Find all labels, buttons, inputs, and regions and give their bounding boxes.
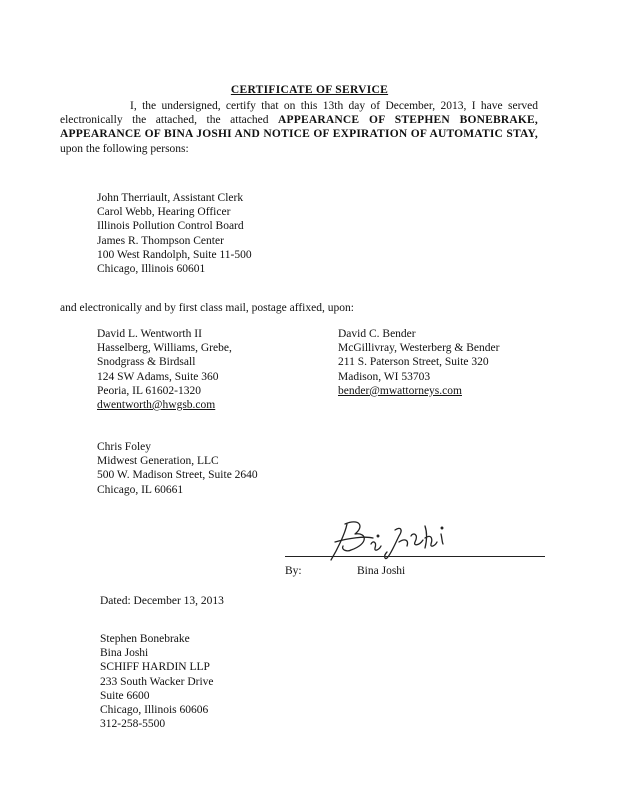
third-recipient-address [97, 440, 258, 497]
firm-signature-block [100, 632, 214, 731]
intro-text-before: I, the undersigned, certify that on this 13th day of December, 2013, I have served electronically the attached, the attached [60, 100, 538, 127]
address-line: Chicago, IL 60661 [97, 483, 184, 496]
signature-by-label: By: [285, 565, 302, 577]
firm-line: 233 South Wacker Drive [100, 675, 214, 688]
address-line: 100 West Randolph, Suite 11-500 [97, 248, 252, 261]
address-line: Midwest Generation, LLC [97, 455, 219, 468]
email-link: bender@mwattorneys.com [338, 384, 462, 397]
document-title: CERTIFICATE OF SERVICE [230, 84, 389, 96]
address-line: Hasselberg, Williams, Grebe, [97, 342, 232, 355]
address-line: McGillivray, Westerberg & Bender [338, 342, 500, 355]
address-line: 211 S. Paterson Street, Suite 320 [338, 356, 489, 369]
firm-line: Bina Joshi [100, 647, 149, 660]
right-recipient-address [338, 327, 499, 398]
signature-line [285, 556, 545, 557]
address-line: Chicago, Illinois 60601 [97, 263, 206, 276]
address-line: James R. Thompson Center [97, 234, 224, 247]
firm-line: 312-258-5500 [100, 718, 166, 731]
firm-line: SCHIFF HARDIN LLP [100, 661, 210, 674]
email-link: dwentworth@hwgsb.com [97, 399, 216, 412]
address-line: John Therriault, Assistant Clerk [97, 192, 244, 204]
signatory-name: Bina Joshi [357, 565, 406, 577]
mail-intro: and electronically and by first class mail, postage affixed, upon: [60, 302, 354, 314]
address-line: David C. Bender [338, 328, 416, 340]
primary-recipient-address [97, 191, 252, 276]
date-line: Dated: December 13, 2013 [100, 595, 224, 607]
handwritten-signature [325, 516, 470, 568]
address-line: Snodgrass & Birdsall [97, 356, 196, 369]
intro-text-after: upon the following persons: [60, 142, 189, 155]
firm-line: Chicago, Illinois 60606 [100, 704, 209, 717]
firm-line: Suite 6600 [100, 689, 150, 702]
address-line: Chris Foley [97, 441, 151, 453]
intro-paragraph [60, 99, 538, 156]
left-recipient-address [97, 327, 232, 412]
address-line: Peoria, IL 61602-1320 [97, 384, 202, 397]
address-line: Carol Webb, Hearing Officer [97, 206, 231, 219]
firm-line: Stephen Bonebrake [100, 633, 190, 645]
served-documents: APPEARANCE OF STEPHEN BONEBRAKE, APPEARANCE OF BINA JOSHI AND NOTICE OF EXPIRATION OF AUTOMATIC STAY, [60, 114, 538, 141]
address-line: Madison, WI 53703 [338, 370, 431, 383]
address-line: David L. Wentworth II [97, 328, 202, 340]
address-line: 500 W. Madison Street, Suite 2640 [97, 469, 258, 482]
address-line: 124 SW Adams, Suite 360 [97, 370, 219, 383]
address-line: Illinois Pollution Control Board [97, 220, 244, 233]
